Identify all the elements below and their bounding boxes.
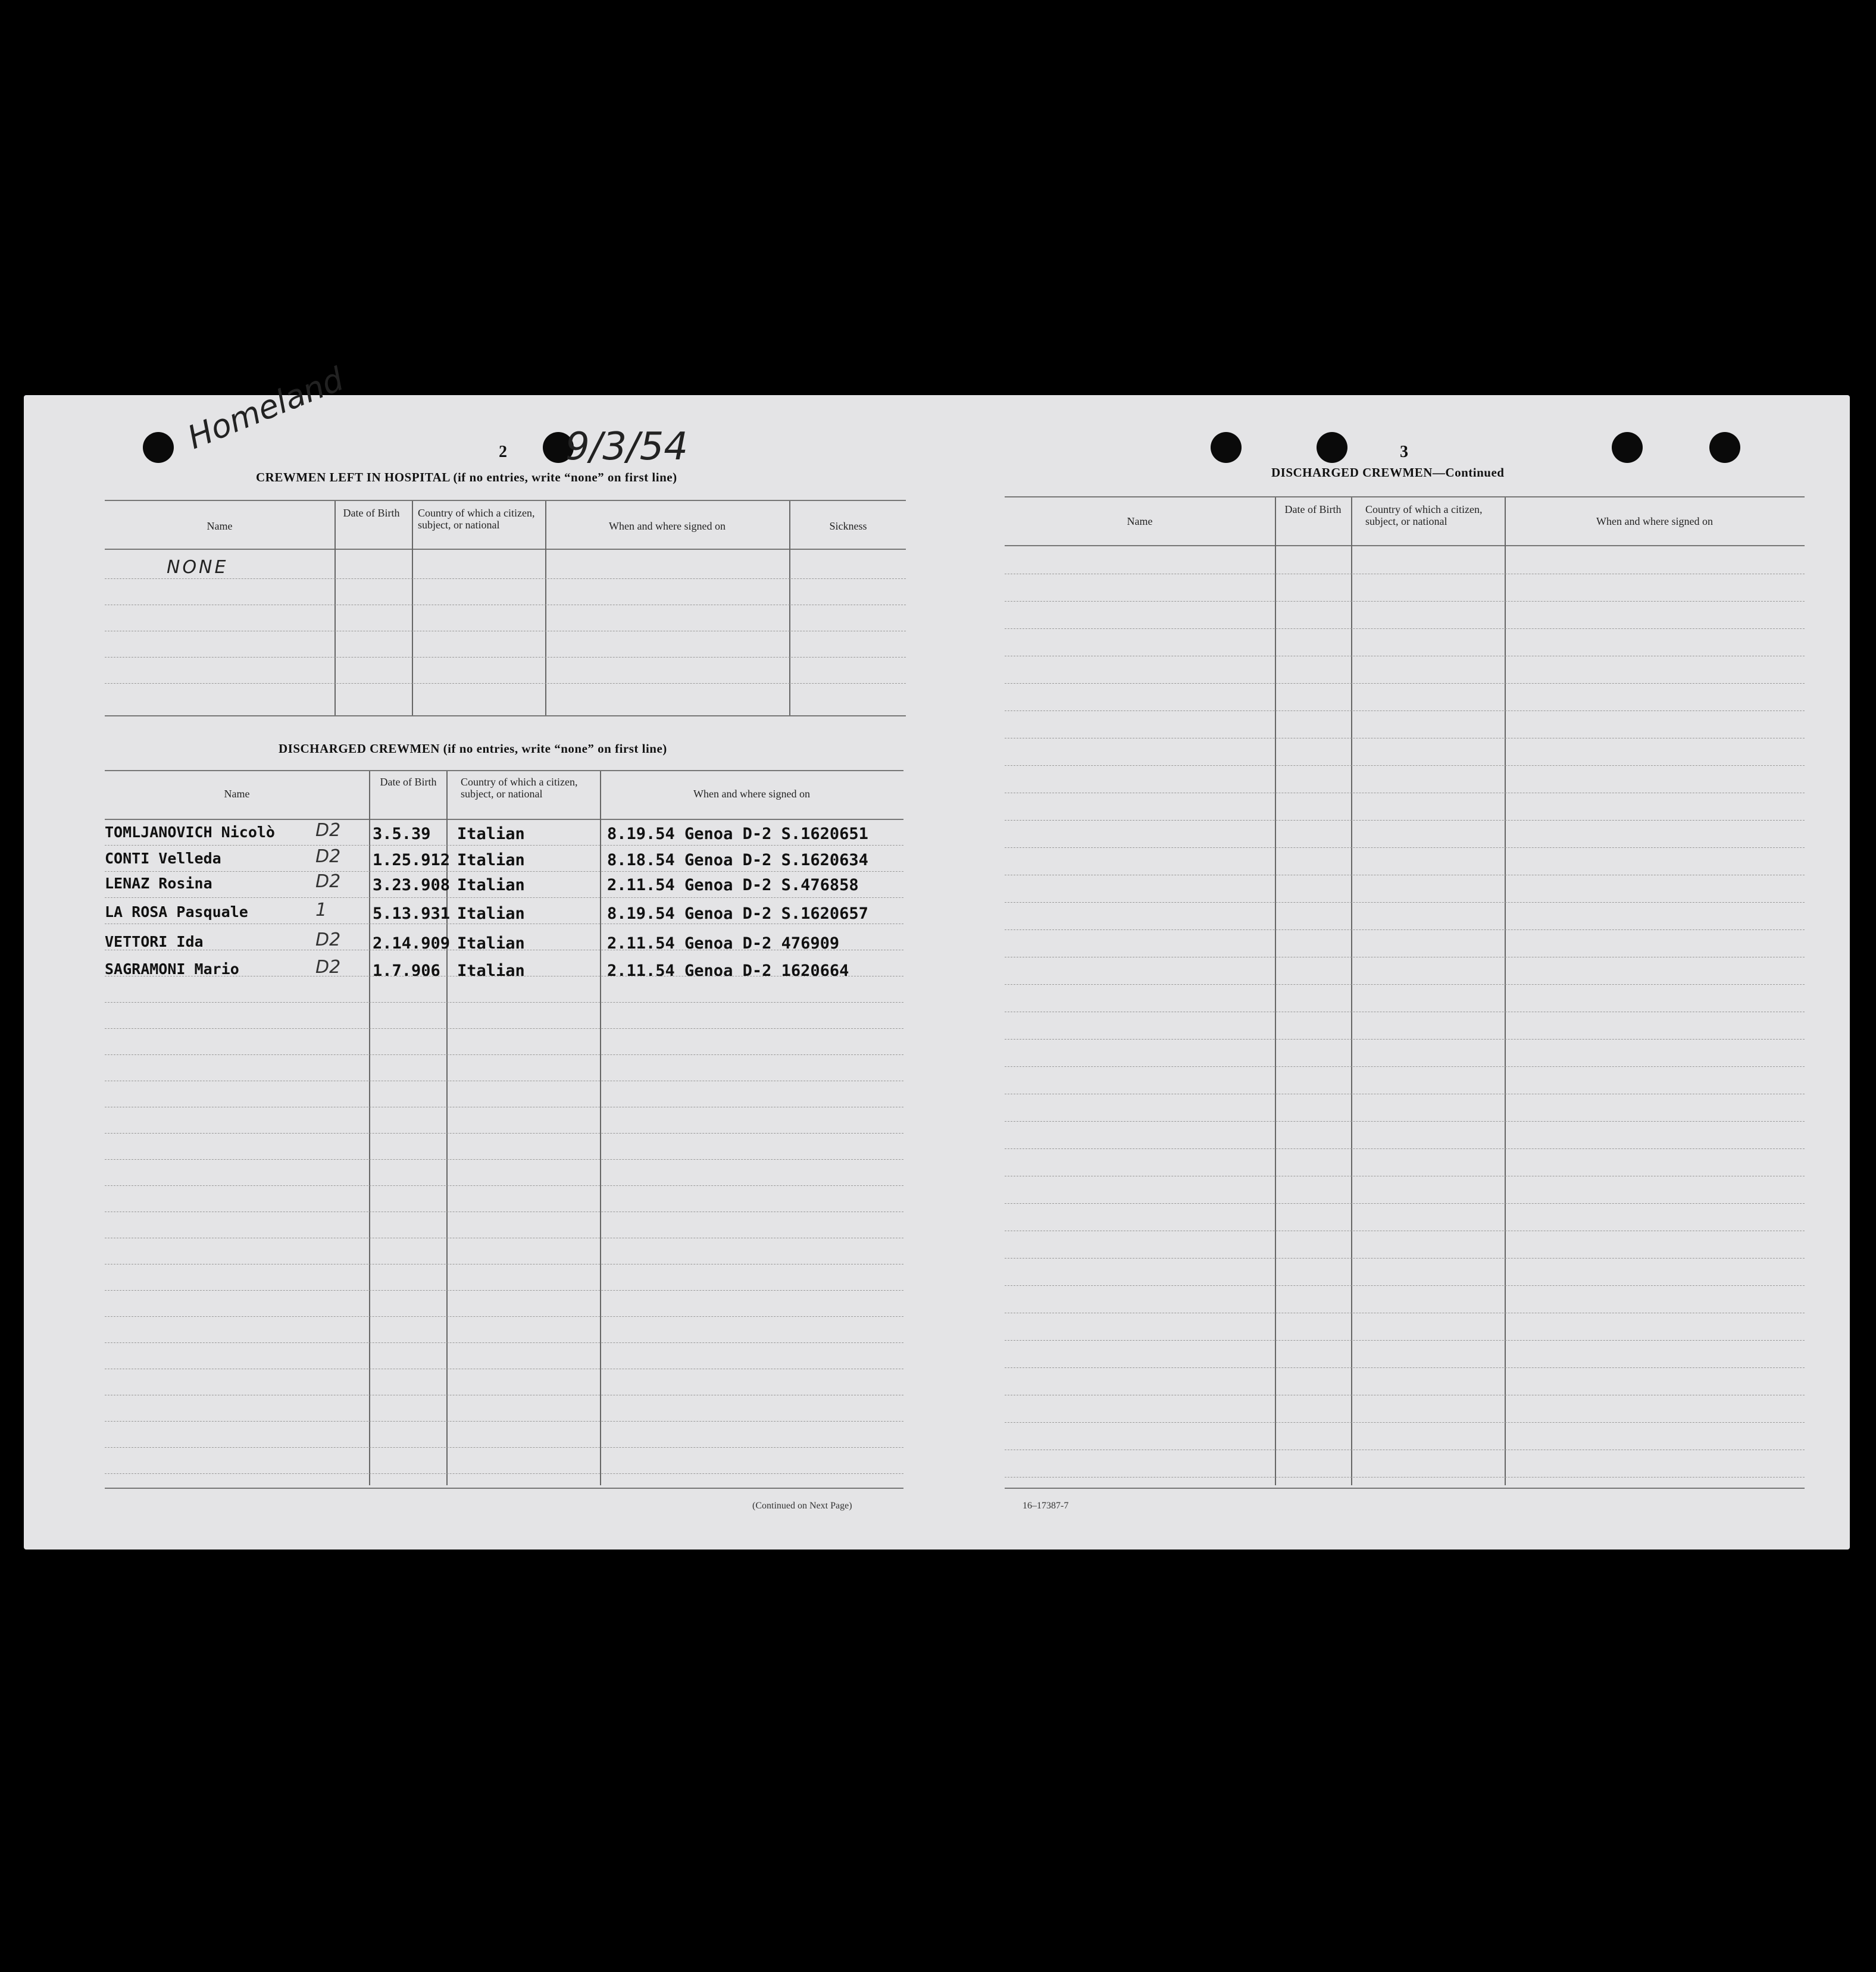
- column-header-signed-on: When and where signed on: [693, 788, 810, 800]
- table-rule: [105, 819, 903, 820]
- table-rule: [105, 1133, 903, 1134]
- handwritten-ship-name: Homeland: [182, 360, 349, 456]
- crew-name: VETTORI Ida: [105, 933, 204, 950]
- table-rule: [1005, 929, 1805, 930]
- column-header-name: Name: [224, 788, 250, 800]
- handwritten-date: 9/3/54: [565, 425, 688, 469]
- crew-country: Italian: [457, 962, 525, 980]
- table-rule: [105, 845, 903, 846]
- punch-hole: [1211, 432, 1242, 463]
- table-rule: [105, 1002, 903, 1003]
- table-rule: [1005, 1039, 1805, 1040]
- table-rule: [1005, 496, 1805, 497]
- crew-name: LA ROSA Pasquale: [105, 903, 248, 921]
- crew-signed-on: 8.19.54 Genoa D-2 S.1620657: [607, 904, 868, 923]
- table-rule: [1005, 1203, 1805, 1204]
- crew-dob: 1.25.912: [373, 851, 451, 869]
- table-rule: [105, 1159, 903, 1160]
- hospital-section-title: CREWMEN LEFT IN HOSPITAL (if no entries, write “none” on first line): [256, 470, 677, 484]
- column-header-dob: Date of Birth: [1284, 503, 1342, 515]
- table-rule: [1005, 545, 1805, 546]
- crew-mark: D2: [315, 846, 341, 867]
- table-rule: [105, 1342, 903, 1343]
- table-rule: [105, 683, 906, 684]
- punch-hole: [1709, 432, 1740, 463]
- crew-name: SAGRAMONI Mario: [105, 960, 239, 978]
- table-rule: [105, 500, 906, 501]
- column-header-signed-on: When and where signed on: [609, 520, 726, 532]
- column-divider: [1351, 497, 1352, 1485]
- table-rule: [105, 1421, 903, 1422]
- crew-name: CONTI Velleda: [105, 850, 221, 867]
- table-rule: [1005, 1367, 1805, 1368]
- table-rule: [1005, 710, 1805, 711]
- crew-dob: 3.5.39: [373, 825, 431, 843]
- table-rule: [105, 1447, 903, 1448]
- crew-country: Italian: [457, 934, 525, 953]
- table-rule: [1005, 820, 1805, 821]
- crew-mark: D2: [315, 820, 341, 841]
- table-rule: [105, 770, 903, 771]
- crew-signed-on: 2.11.54 Genoa D-2 1620664: [607, 962, 849, 980]
- table-rule: [1005, 984, 1805, 985]
- table-rule: [105, 578, 906, 579]
- crew-country: Italian: [457, 876, 525, 894]
- table-rule: [1005, 1066, 1805, 1067]
- crew-signed-on: 8.19.54 Genoa D-2 S.1620651: [607, 825, 868, 843]
- table-rule: [1005, 765, 1805, 766]
- crew-mark: D2: [315, 871, 341, 892]
- column-divider: [369, 771, 370, 1485]
- table-rule: [1005, 1422, 1805, 1423]
- discharged-section-title: DISCHARGED CREWMEN (if no entries, write “none” on first line): [279, 741, 667, 756]
- page-number: 2: [499, 443, 507, 461]
- table-rule: [1005, 1285, 1805, 1286]
- column-header-dob: Date of Birth: [343, 507, 400, 519]
- column-header-country: Country of which a citizen, subject, or national: [461, 776, 578, 800]
- crew-signed-on: 2.11.54 Genoa D-2 476909: [607, 934, 840, 953]
- table-rule: [1005, 1121, 1805, 1122]
- crew-signed-on: 2.11.54 Genoa D-2 S.476858: [607, 876, 859, 894]
- table-rule: [1005, 601, 1805, 602]
- column-header-country: Country of which a citizen, subject, or national: [1365, 503, 1483, 527]
- table-rule: [105, 1185, 903, 1186]
- crew-signed-on: 8.18.54 Genoa D-2 S.1620634: [607, 851, 868, 869]
- table-rule: [1005, 1148, 1805, 1149]
- table-rule: [1005, 902, 1805, 903]
- form-number: 16–17387-7: [1023, 1501, 1069, 1511]
- column-divider: [600, 771, 601, 1485]
- column-header-sickness: Sickness: [829, 520, 867, 532]
- crew-dob: 3.23.908: [373, 876, 451, 894]
- table-rule: [1005, 683, 1805, 684]
- table-rule: [105, 549, 906, 550]
- table-rule: [105, 871, 903, 872]
- document-sheet: [24, 360, 1850, 1550]
- punch-hole: [1317, 432, 1347, 463]
- column-divider: [1275, 497, 1276, 1485]
- crew-country: Italian: [457, 825, 525, 843]
- table-rule: [105, 1473, 903, 1474]
- table-rule: [105, 1028, 903, 1029]
- table-rule: [105, 1054, 903, 1055]
- column-divider: [1505, 497, 1506, 1485]
- crew-dob: 1.7.906: [373, 962, 440, 980]
- crew-mark: D2: [315, 957, 341, 978]
- table-rule: [1005, 1340, 1805, 1341]
- crew-name: TOMLJANOVICH Nicolò: [105, 824, 275, 841]
- table-rule: [105, 1290, 903, 1291]
- punch-hole: [1612, 432, 1643, 463]
- punch-hole: [143, 432, 174, 463]
- column-header-name: Name: [207, 520, 233, 532]
- table-rule: [1005, 1488, 1805, 1489]
- column-header-dob: Date of Birth: [380, 776, 437, 788]
- crew-mark: 1: [315, 900, 327, 921]
- table-rule: [105, 1488, 903, 1489]
- table-rule: [1005, 847, 1805, 848]
- hospital-none-entry: NONE: [167, 557, 229, 578]
- table-rule: [105, 657, 906, 658]
- column-header-country: Country of which a citizen, subject, or national: [418, 507, 535, 531]
- crew-country: Italian: [457, 851, 525, 869]
- continued-note: (Continued on Next Page): [752, 1501, 852, 1511]
- table-rule: [105, 897, 903, 898]
- page-number: 3: [1400, 443, 1408, 461]
- table-rule: [105, 715, 906, 716]
- crew-dob: 2.14.909: [373, 934, 451, 953]
- table-rule: [105, 1316, 903, 1317]
- crew-mark: D2: [315, 929, 341, 950]
- table-rule: [1005, 1258, 1805, 1259]
- discharged-continued-title: DISCHARGED CREWMEN—Continued: [1271, 465, 1505, 480]
- crew-country: Italian: [457, 904, 525, 923]
- crew-name: LENAZ Rosina: [105, 875, 212, 892]
- table-rule: [1005, 1477, 1805, 1478]
- table-rule: [1005, 628, 1805, 629]
- column-header-name: Name: [1127, 515, 1153, 527]
- column-header-signed-on: When and where signed on: [1596, 515, 1713, 527]
- crew-dob: 5.13.931: [373, 904, 451, 923]
